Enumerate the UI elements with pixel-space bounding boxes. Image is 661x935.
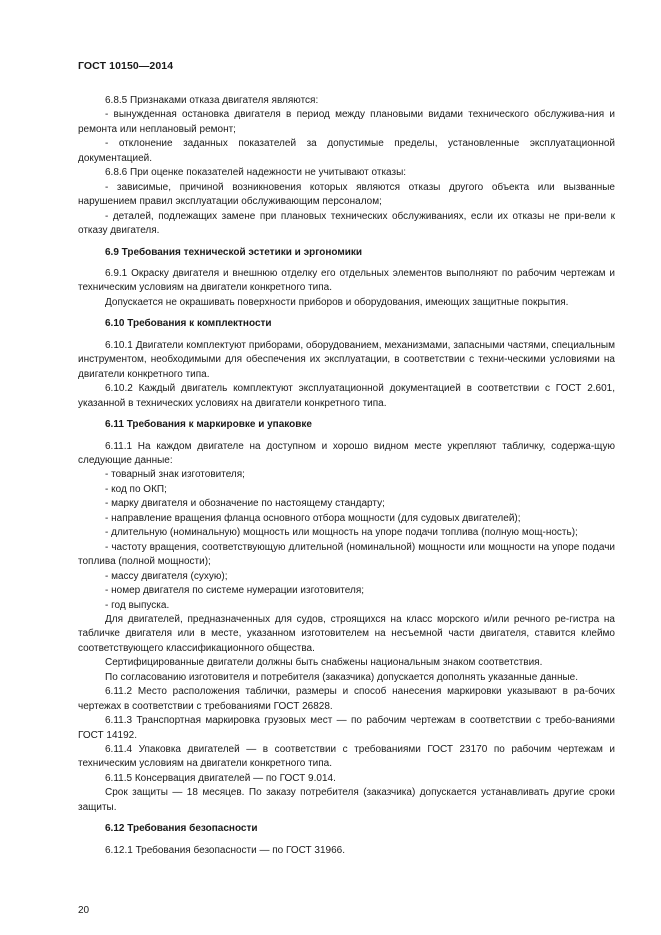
paragraph: 6.8.5 Признаками отказа двигателя являются: [105,95,319,106]
section-s611 [78,418,615,815]
section-heading: 6.11 Требования к маркировке и упаковке [105,419,312,431]
paragraph: - деталей, подлежащих замене при плановых технических обслуживаниях, если их отказы не при-вели к отказу двигателя. [78,210,615,237]
section-heading: 6.9 Требования технической эстетики и эргономики [105,246,363,258]
paragraph: - направление вращения фланца основного отбора мощности (для судовых двигателей); [105,512,521,524]
paragraph: 6.12.1 Требования безопасности — по ГОСТ 31966. [105,844,346,856]
paragraph: - товарный знак изготовителя; [105,469,245,481]
section-s612 [78,822,615,858]
paragraph: 6.10.2 Каждый двигатель комплектуют эксплуатационной документацией в соответствии с ГОСТ 2.601, указанной в технических условиях на двигатели конкретного типа. [78,383,615,409]
paragraph: - номер двигателя по системе нумерации изготовителя; [105,585,365,597]
document-body [78,94,615,858]
section-s610 [78,317,615,411]
paragraph: - вынужденная остановка двигателя в период между плановыми видами технического обслужива-ния и ремонта или неплановый ремонт; [78,109,615,135]
paragraph: - длительную (номинальную) мощность или мощность на упоре подачи топлива (полную мощ-ность); [105,527,578,539]
paragraph: 6.11.3 Транспортная маркировка грузовых мест — по рабочим чертежам в соответствии с требо-ваниями ГОСТ 14192. [78,715,615,741]
paragraph: 6.9.1 Окраску двигателя и внешнюю отделку его отдельных элементов выполняют по рабочим чертежам и техническим условиям на двигатели конкретного типа. [78,267,615,294]
section-s69 [78,246,615,311]
paragraph: Срок защиты — 18 месяцев. По заказу потребителя (заказчика) допускается устанавливать другие сроки защиты. [78,787,615,813]
paragraph: - год выпуска. [105,599,170,611]
paragraph: 6.8.6 При оценке показателей надежности не учитывают отказы: [105,167,407,179]
paragraph: - массу двигателя (сухую); [105,570,228,582]
paragraph: По согласованию изготовителя и потребителя (заказчика) допускается дополнять указанные данные. [105,671,578,683]
paragraph: 6.11.5 Консервация двигателей — по ГОСТ 9.014. [105,772,336,784]
page-number: 20 [78,905,90,916]
paragraph: - код по ОКП; [105,483,167,495]
section-heading: 6.10 Требования к комплектности [105,318,272,330]
paragraph: - отклонение заданных показателей за допустимые пределы, установленные эксплуатационной документацией. [78,138,615,164]
paragraph: 6.11.4 Упаковка двигателей — в соответствии с требованиями ГОСТ 23170 по рабочим чертежам и техническим условиям на двигатели конкретного типа. [78,744,615,770]
paragraph: 6.10.1 Двигатели комплектуют приборами, оборудованием, механизмами, запасными частями, специальным инструментом, необходимыми для обеспечения их эксплуатации, в соответствии с техни-ческими условиями на двигатели конкретного типа. [78,339,615,380]
document-code-header: ГОСТ 10150—2014 [78,60,174,72]
paragraph: - марку двигателя и обозначение по настоящему стандарту; [105,498,385,510]
paragraph: Допускается не окрашивать поверхности приборов и оборудования, имеющих защитные покрытия. [105,296,569,308]
paragraph: 6.11.1 На каждом двигателе на доступном и хорошо видном месте укрепляют табличку, содержа-щую следующие данные: [78,440,615,466]
paragraph: 6.11.2 Место расположения таблички, размеры и способ нанесения маркировки указывают в ра-бочих чертежах в соответствии с требованиями ГОСТ 26828. [78,686,615,712]
paragraph: Сертифицированные двигатели должны быть снабжены национальным знаком соответствия. [105,657,543,669]
paragraph: Для двигателей, предназначенных для судов, строящихся на класс морского и/или речного ре-гистра на табличке двигателя или в месте, указанном изготовителем на несъемной части двигателя, ставится клеймо соответствующего классификационного общества. [78,613,615,654]
paragraph: - зависимые, причиной возникновения которых являются отказы другого объекта или вызванные нарушением правил эксплуатации обслуживающим персоналом; [78,181,615,208]
section-s685 [78,94,615,239]
paragraph: - частоту вращения, соответствующую длительной (номинальной) мощности или мощности на упоре подачи топлива (полной мощности); [78,541,615,568]
section-heading: 6.12 Требования безопасности [105,823,258,835]
